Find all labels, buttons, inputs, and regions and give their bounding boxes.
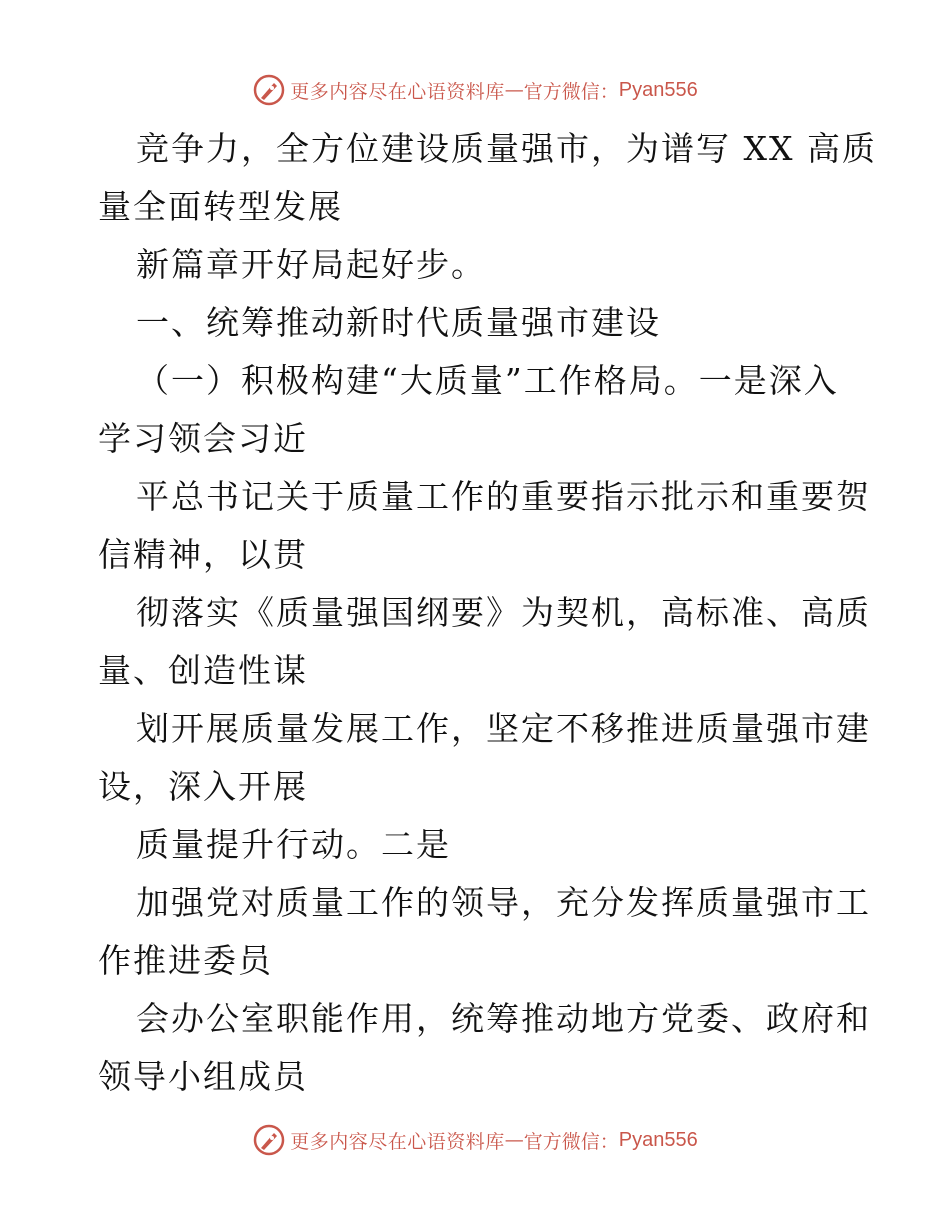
body-line: 量全面转型发展	[98, 187, 343, 226]
body-line: 平总书记关于质量工作的重要指示批示和重要贺	[136, 477, 871, 516]
section-heading: 一、统筹推动新时代质量强市建设	[136, 303, 661, 342]
watermark-brand: 更多内容尽在心语资料库	[290, 80, 505, 103]
body-line: 领导小组成员	[98, 1057, 308, 1096]
body-line: 竞争力，全方位建设质量强市，为谱写 XX 高质	[136, 129, 877, 168]
body-line: 质量提升行动。二是	[136, 825, 451, 864]
body-line: 量、创造性谋	[98, 651, 308, 690]
body-line: 信精神，以贯	[98, 535, 308, 574]
body-line: 加强党对质量工作的领导，充分发挥质量强市工	[136, 883, 871, 922]
body-line: 划开展质量发展工作，坚定不移推进质量强市建	[136, 709, 871, 748]
footer-watermark	[0, 1120, 950, 1160]
header-watermark	[0, 70, 950, 110]
body-line: 新篇章开好局起好步。	[136, 245, 486, 284]
body-line: 彻落实《质量强国纲要》为契机，高标准、高质	[136, 593, 871, 632]
body-line: 设，深入开展	[98, 767, 308, 806]
document-body	[98, 120, 877, 1106]
watermark-wechat-label: 官方微信：	[523, 1130, 619, 1153]
body-line: 作推进委员	[98, 941, 273, 980]
watermark-wechat-id: Pyan556	[618, 1128, 698, 1151]
watermark-brand: 更多内容尽在心语资料库	[290, 1130, 505, 1153]
pen-nib-logo-icon	[252, 1123, 286, 1157]
body-line: （一）积极构建“大质量”工作格局。一是深入	[136, 361, 839, 400]
watermark-separator: —	[504, 1129, 524, 1151]
watermark-separator: —	[504, 79, 524, 101]
body-line: 会办公室职能作用，统筹推动地方党委、政府和	[136, 999, 871, 1038]
pen-nib-logo-icon	[252, 73, 286, 107]
watermark-wechat-id: Pyan556	[618, 78, 698, 101]
body-line: 学习领会习近	[98, 419, 308, 458]
watermark-wechat-label: 官方微信：	[523, 80, 619, 103]
